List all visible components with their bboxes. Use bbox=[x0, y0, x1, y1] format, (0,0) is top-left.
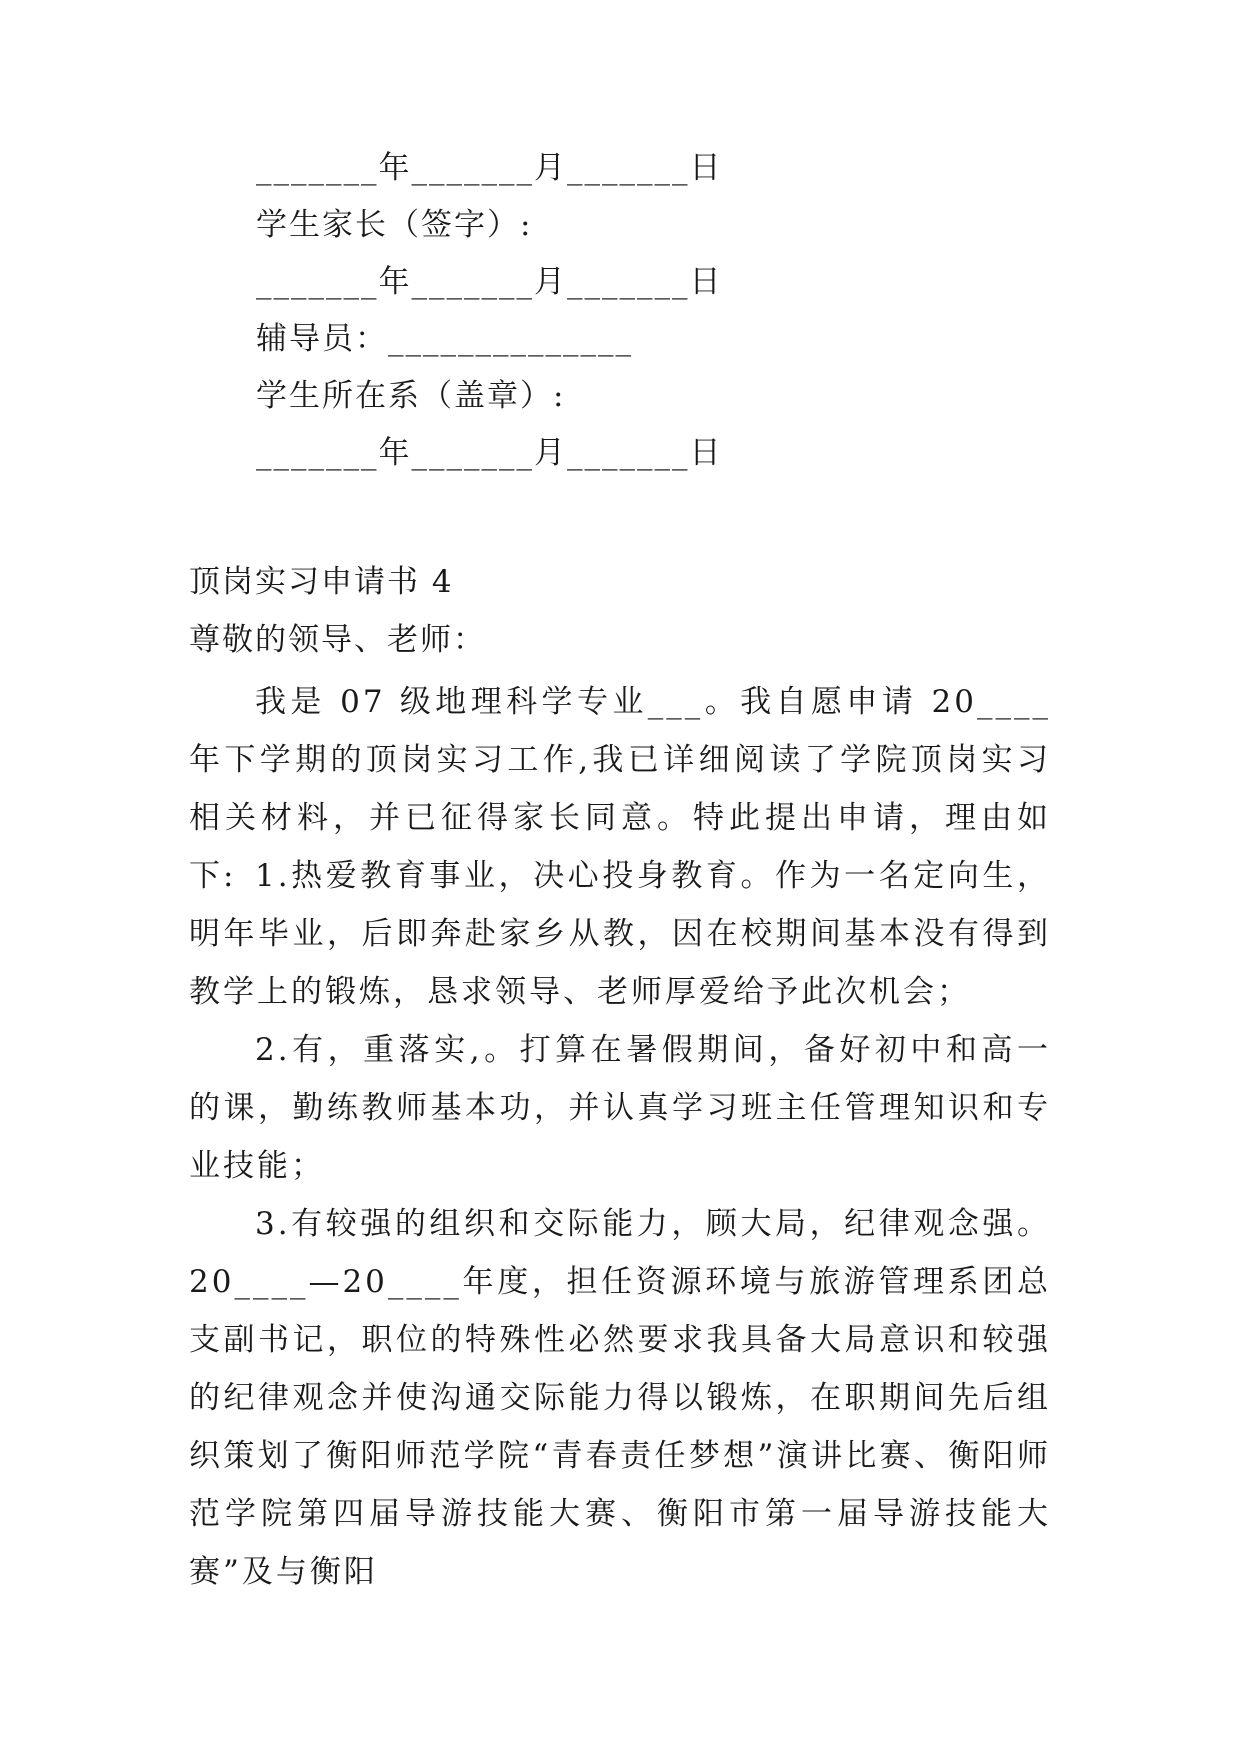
date-line: _______年_______月_______日 bbox=[256, 435, 723, 471]
letter-salutation: 尊敬的领导、老师： bbox=[189, 622, 486, 658]
letter-paragraph: 我是 07 级地理科学专业___。我自愿申请 20____年下学期的顶岗实习工作,我已详细阅读了学院顶岗实习相关材料，并已征得家长同意。特此提出申请，理由如下: bbox=[189, 684, 1051, 894]
letter-paragraph: 3.有较强的组织和交际能力，顾大局，纪律观念强。20____—20____年度，担任资源环境与旅游管理系团总支副书记，职位的特殊性必然要求我具备大局意识和较强的纪律观念并使沟通交际能力得以锻炼，在职期间先后组织策划了衡阳师范学院“青春责任梦想”演讲比赛、衡阳师范学院第四届导游技能大赛、衡阳市第一届导游技能大赛”及与衡阳 bbox=[189, 1206, 1051, 1590]
date-line: _______年_______月_______日 bbox=[256, 264, 723, 300]
parent-signature-label: 学生家长（签字）: bbox=[256, 207, 533, 243]
department-stamp-label: 学生所在系（盖章）: bbox=[256, 378, 566, 414]
date-line: _______年_______月_______日 bbox=[256, 150, 723, 186]
letter-title: 顶岗实习申请书 4 bbox=[189, 564, 454, 600]
letter-paragraph: 1.热爱教育事业，决心投身教育。作为一名定向生，明年毕业，后即奔赴家乡从教，因在校期间基本没有得到教学上的锻炼，恳求领导、老师厚爱给予此次机会； bbox=[189, 858, 1051, 1010]
counselor-label: 辅导员：______________ bbox=[256, 321, 633, 357]
letter-paragraph: 2.有，重落实,。打算在暑假期间，备好初中和高一的课，勤练教师基本功，并认真学习班主任管理知识和专业技能； bbox=[189, 1032, 1051, 1184]
